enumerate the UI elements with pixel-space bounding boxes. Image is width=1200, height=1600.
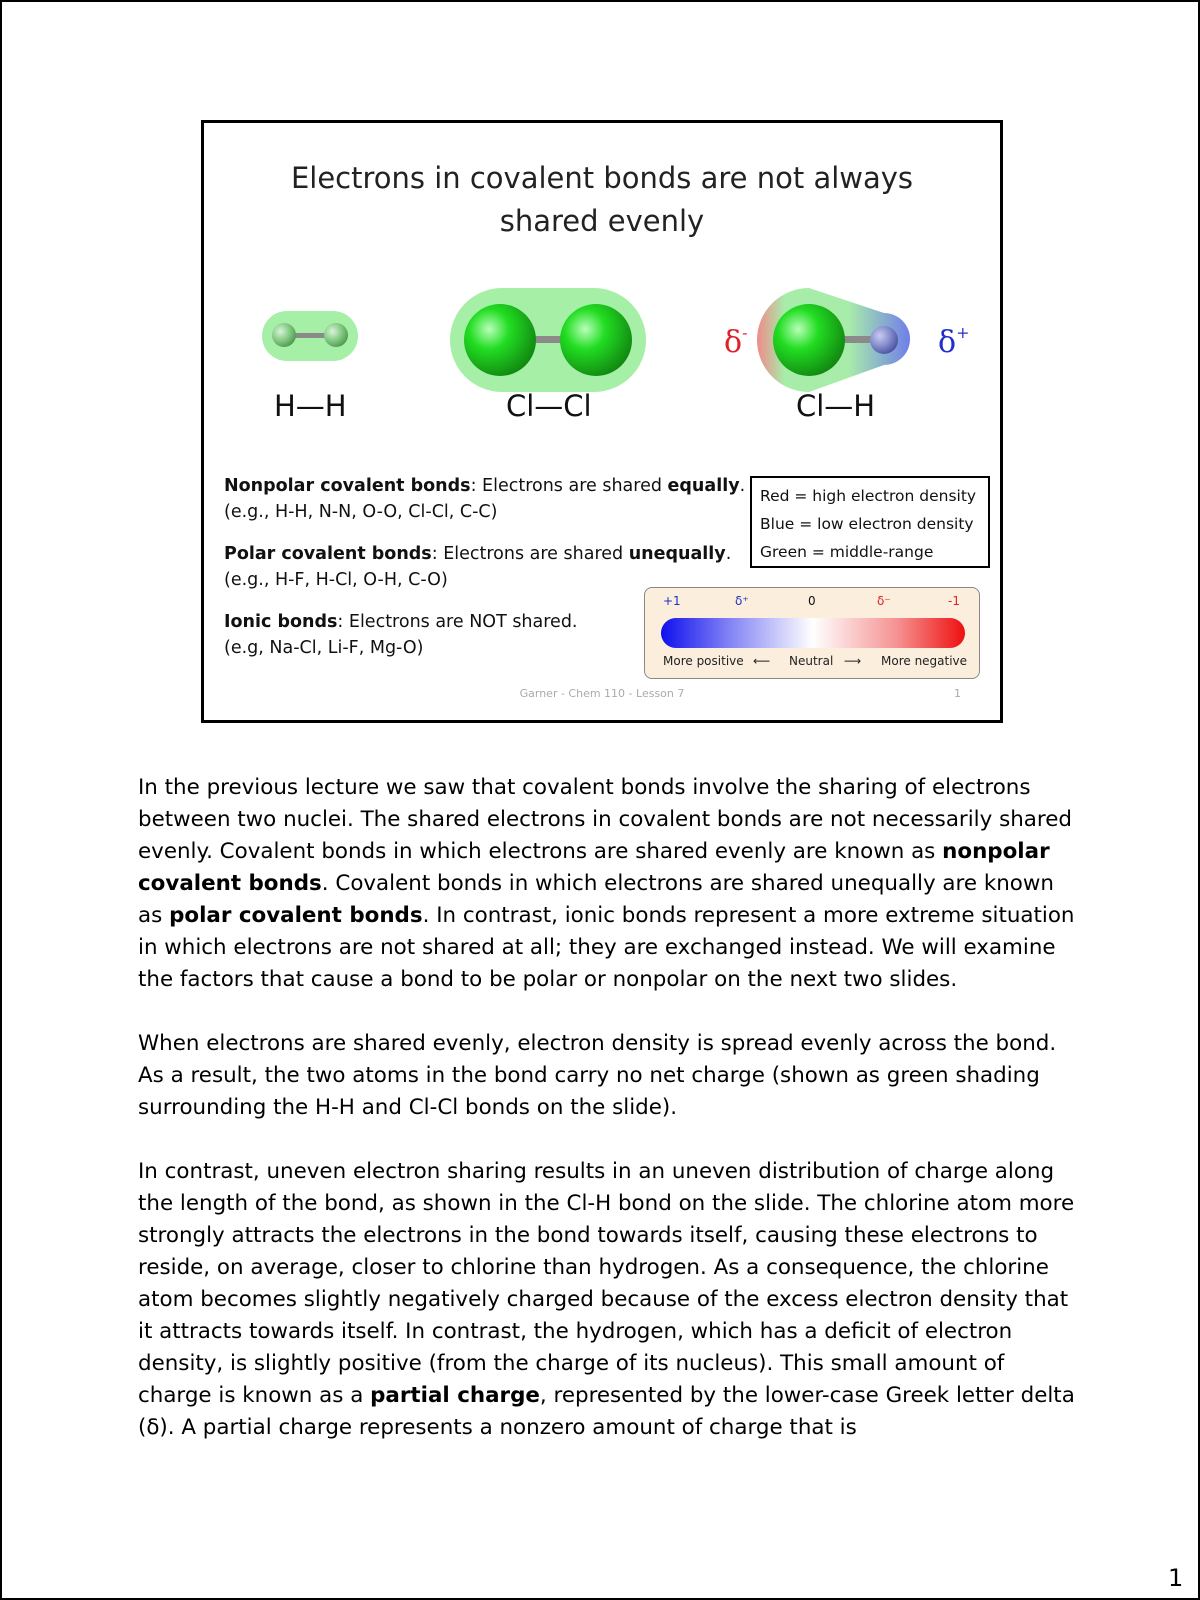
notes-paragraph-1: In the previous lecture we saw that covalent bonds involve the sharing of electrons between two nuclei. The shared electrons in covalent bonds are not necessarily shared evenly. Covalent bonds in which electrons are shared evenly are known as nonpolar covalent bonds. Covalent bonds in which electrons are shared unequally are known as polar covalent bonds. In contrast, ionic bonds represent a more extreme situation in which electrons are not shared at all; they are exchanged instead. We will examine the factors that cause a bond to be polar or nonpolar on the next two slides. <box>138 775 1075 992</box>
notes-paragraph-3: In contrast, uneven electron sharing results in an uneven distribution of charge along the length of the bond, as shown in the Cl-H bond on the slide. The chlorine atom more strongly attracts the electrons in the bond towards itself, causing these electrons to reside, on average, closer to chlorine than hydrogen. As a consequence, the chlorine atom becomes slightly negatively charged because of the excess electron density that it attracts towards itself. In contrast, the hydrogen, which has a deficit of electron density, is slightly positive (from the charge of its nucleus). This small amount of charge is known as a partial charge, represented by the lower-case Greek letter delta (δ). A partial charge represents a nonzero amount of charge that is <box>138 1159 1075 1440</box>
slide-title <box>204 157 1000 243</box>
slide-number: 1 <box>954 687 961 700</box>
charge-scale-ticks <box>645 594 979 612</box>
lecture-notes <box>138 772 1078 1476</box>
slide-thumbnail <box>201 120 1003 723</box>
molecule-diagrams <box>204 273 1000 453</box>
clcl-label: Cl—Cl <box>506 389 592 423</box>
hh-atom-left <box>272 323 296 347</box>
notes-paragraph-2: When electrons are shared evenly, electron density is spread evenly across the bond. As a result, the two atoms in the bond carry no net charge (shown as green shading surrounding the H-H and Cl-Cl bonds on the slide). <box>138 1031 1057 1120</box>
tick-delta-plus: δ⁺ <box>735 594 749 608</box>
legend-red: Red = high electron density <box>760 487 977 505</box>
clh-atom-cl <box>773 304 845 376</box>
delta-minus-label: δ- <box>724 323 748 360</box>
hh-molecule <box>262 311 358 361</box>
charge-gradient-bar <box>661 618 965 648</box>
clcl-atom-left <box>464 304 536 376</box>
clcl-atom-right <box>560 304 632 376</box>
more-negative-label: More negative <box>881 654 968 668</box>
tick-plus-one: +1 <box>663 594 681 608</box>
legend-blue: Blue = low electron density <box>760 515 974 533</box>
bond-type-ionic: Ionic bonds: Electrons are NOT shared. (e.g, Na-Cl, Li-F, Mg-O) <box>224 612 578 658</box>
left-arrow-icon: ⟵ <box>753 654 771 668</box>
slide-footer: Garner - Chem 110 - Lesson 7 <box>519 687 685 700</box>
hh-atom-right <box>324 323 348 347</box>
slide-title-line-2: shared evenly <box>499 204 705 238</box>
hh-label: H—H <box>274 389 347 423</box>
legend-green: Green = middle-range <box>760 543 934 561</box>
neutral-label: Neutral <box>789 654 834 668</box>
slide-title-line-1: Electrons in covalent bonds are not always <box>290 161 914 195</box>
page-number: 1 <box>1168 1564 1184 1592</box>
charge-scale-captions <box>645 654 979 672</box>
tick-zero: 0 <box>808 594 816 608</box>
bond-type-nonpolar: Nonpolar covalent bonds: Electrons are shared equally. (e.g., H-H, N-N, O-O, Cl-Cl, C-C) <box>224 476 746 522</box>
clh-molecule <box>757 288 910 392</box>
tick-delta-minus: δ⁻ <box>877 594 891 608</box>
delta-plus-label: δ+ <box>938 323 970 360</box>
charge-scale <box>644 587 980 679</box>
clh-label: Cl—H <box>796 389 876 423</box>
color-legend <box>750 476 990 568</box>
right-arrow-icon: ⟶ <box>844 654 862 668</box>
clh-atom-h <box>870 326 898 354</box>
tick-minus-one: -1 <box>948 594 960 608</box>
bond-type-polar: Polar covalent bonds: Electrons are shared unequally. (e.g., H-F, H-Cl, O-H, C-O) <box>224 544 732 590</box>
more-positive-label: More positive <box>663 654 744 668</box>
clcl-molecule <box>450 288 646 392</box>
